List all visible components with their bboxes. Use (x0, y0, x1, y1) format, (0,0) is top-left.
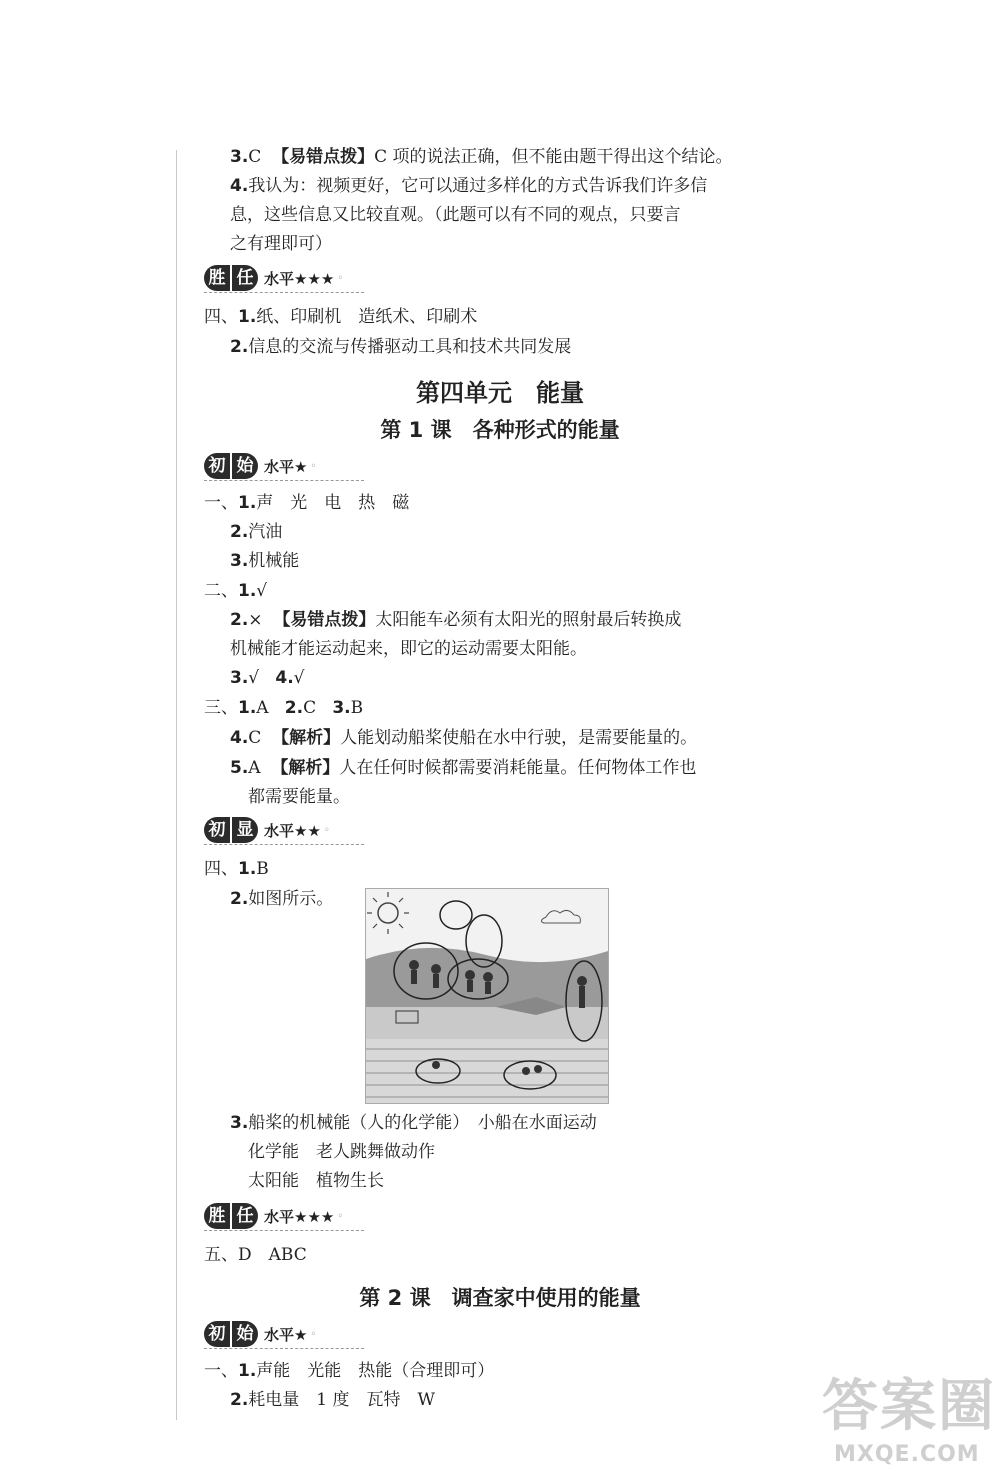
l1-p4-q1 (204, 858, 269, 880)
q-number: 3. (230, 147, 249, 167)
watermark (822, 1362, 996, 1467)
q-text: 汽油 (248, 522, 283, 542)
sec4-q1 (204, 306, 477, 328)
q-text: 耗电量 1 度 瓦特 W (248, 1390, 435, 1410)
q-answer: B (350, 698, 364, 718)
q-number: 2. (230, 522, 249, 542)
q-text: 声能 光能 热能（合理即可） (256, 1361, 495, 1381)
badge-level: 水平★★ (264, 821, 321, 840)
q-text: 人在任何时候都需要消耗能量。任何物体工作也 (339, 758, 697, 778)
badge-underline (204, 844, 364, 845)
sec4-q2 (230, 336, 571, 358)
section-prefix: 一、 (204, 493, 238, 513)
q-number: 2. (230, 610, 249, 630)
q-text: C 项的说法正确，但不能由题干得出这个结论。 (374, 147, 733, 167)
badge-underline (204, 292, 364, 293)
unit-title: 第四单元 能量 (416, 379, 584, 407)
error-tip-tag: 【易错点拨】 (273, 610, 376, 630)
l1-p3-q4 (230, 727, 697, 749)
q-number: 2. (230, 889, 249, 909)
q-text: B (256, 859, 269, 879)
badge-char: 任 (232, 265, 258, 291)
lesson2-title: 第 2 课 调查家中使用的能量 (359, 1286, 641, 1310)
q-answer: A (248, 758, 261, 778)
q-number: 2. (230, 337, 249, 357)
q-number: 4. (275, 668, 294, 688)
badge-char: 初 (204, 1321, 230, 1347)
l1-p4-q3-line2: 化学能 老人跳舞做动作 (248, 1142, 435, 1162)
q-text: 我认为：视频更好，它可以通过多样化的方式告诉我们许多信 (248, 176, 708, 196)
badge-char: 显 (232, 817, 258, 843)
badge-char: 初 (204, 453, 230, 479)
badge-char: 胜 (204, 1203, 230, 1229)
answer-4-line1 (230, 175, 707, 197)
watermark-cn: 答案圈 (822, 1374, 996, 1439)
dot-icon: ◦ (337, 1210, 344, 1222)
q-answer: C (303, 698, 317, 718)
badge-char: 任 (232, 1203, 258, 1229)
q-number: 4. (230, 728, 249, 748)
section-prefix: 二、 (204, 581, 238, 601)
badge-char: 胜 (204, 265, 230, 291)
l1-p1-q1 (204, 492, 409, 514)
q-text: 如图所示。 (248, 889, 334, 909)
q-answer: A (256, 698, 269, 718)
badge-char: 初 (204, 817, 230, 843)
analysis-tag: 【解析】 (272, 728, 341, 748)
l1-p2-q34 (230, 667, 305, 689)
badge-char: 始 (232, 1321, 258, 1347)
answer-3 (230, 146, 733, 168)
section-prefix: 四、 (204, 307, 238, 327)
l1-p4-q3-line1 (230, 1112, 597, 1134)
l1-p1-q3 (230, 550, 299, 572)
q-number: 1. (238, 307, 257, 327)
l1-p4-q2 (230, 888, 333, 910)
dot-icon: ◦ (310, 1328, 317, 1340)
badge-level: 水平★ (264, 1325, 308, 1344)
level-badge-chuxian (204, 816, 330, 844)
margin-rule (176, 150, 177, 1420)
analysis-tag: 【解析】 (271, 758, 340, 778)
q-number: 1. (238, 1361, 257, 1381)
level-badge-shengren-2 (204, 1202, 343, 1230)
section-prefix: 一、 (204, 1361, 238, 1381)
badge-underline (204, 1348, 364, 1349)
q-text: 声 光 电 热 磁 (256, 493, 410, 513)
q-answer: C (248, 147, 262, 167)
l1-p2-q1 (204, 580, 267, 602)
q-number: 3. (332, 698, 351, 718)
level-badge-shengren (204, 264, 343, 292)
q-answer: √ (248, 668, 260, 688)
q-text: 信息的交流与传播驱动工具和技术共同发展 (248, 337, 572, 357)
section-prefix: 五、 (204, 1245, 238, 1265)
q-answer: C (248, 728, 262, 748)
q-number: 5. (230, 758, 249, 778)
q-number: 2. (230, 1390, 249, 1410)
l1-p2-q2 (230, 609, 681, 631)
l1-p4-q3-line3: 太阳能 植物生长 (248, 1171, 384, 1191)
q-number: 1. (238, 581, 257, 601)
l1-p3-q5 (230, 757, 696, 779)
answer-4-line3: 之有理即可） (230, 234, 332, 254)
q-number: 1. (238, 698, 257, 718)
answer-4-line2: 息，这些信息又比较直观。（此题可以有不同的观点，只要言 (230, 205, 681, 225)
dot-icon: ◦ (337, 272, 344, 284)
level-badge-chushi (204, 452, 316, 480)
l1-p3-q5-line2: 都需要能量。 (248, 787, 350, 807)
q-text: 太阳能车必须有太阳光的照射最后转换成 (375, 610, 682, 630)
l2-p1-q1 (204, 1360, 494, 1382)
section-prefix: 三、 (204, 698, 238, 718)
badge-underline (204, 480, 364, 481)
badge-level: 水平★★★ (264, 269, 335, 288)
q-answer: × (248, 610, 263, 630)
dot-icon: ◦ (323, 824, 330, 836)
q-text: 船桨的机械能（人的化学能） 小船在水面运动 (248, 1113, 597, 1133)
q-number: 3. (230, 1113, 249, 1133)
badge-char: 始 (232, 453, 258, 479)
q-text: 纸、印刷机 造纸术、印刷术 (256, 307, 478, 327)
badge-underline (204, 1230, 364, 1231)
q-number: 3. (230, 668, 249, 688)
q-number: 1. (238, 493, 257, 513)
energy-scene-illustration (365, 888, 609, 1104)
dot-icon: ◦ (310, 460, 317, 472)
level-badge-chushi-2 (204, 1320, 316, 1348)
q-answer: √ (293, 668, 305, 688)
badge-level: 水平★ (264, 457, 308, 476)
q-text: √ (256, 581, 268, 601)
q-number: 4. (230, 176, 249, 196)
section-prefix: 四、 (204, 859, 238, 879)
q-text: 机械能 (248, 551, 300, 571)
l1-p5 (204, 1244, 307, 1266)
lesson1-title: 第 1 课 各种形式的能量 (380, 418, 620, 442)
q-text: 人能划动船桨使船在水中行驶，是需要能量的。 (340, 728, 698, 748)
scene-drawing (366, 889, 608, 1103)
q-number: 3. (230, 551, 249, 571)
l2-p1-q2 (230, 1389, 435, 1411)
q-number: 2. (284, 698, 304, 718)
error-tip-tag: 【易错点拨】 (272, 147, 375, 167)
l1-p3-q123 (204, 697, 363, 719)
l1-p2-q2-line2: 机械能才能运动起来，即它的运动需要太阳能。 (230, 639, 587, 659)
q-text: D ABC (238, 1245, 307, 1265)
l1-p1-q2 (230, 521, 282, 543)
q-number: 1. (238, 859, 257, 879)
watermark-en: MXQE.COM (834, 1442, 980, 1467)
badge-level: 水平★★★ (264, 1207, 335, 1226)
